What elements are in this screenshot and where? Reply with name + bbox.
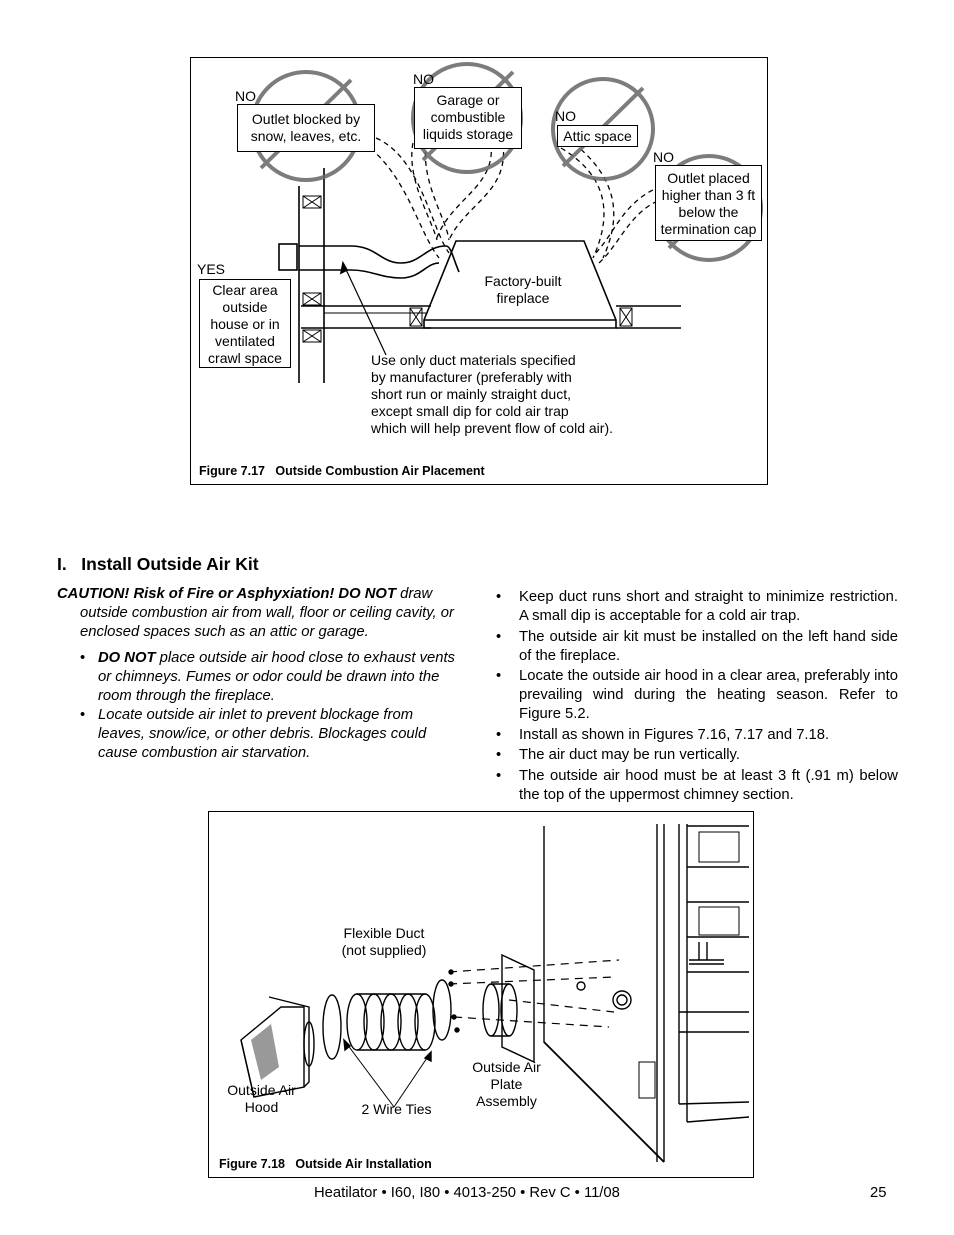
duct-note-line-2: by manufacturer (preferably with — [371, 369, 572, 385]
plate-assembly-label — [464, 1059, 549, 1110]
install-bullet-6: • The outside air hood must be at least 3 ft (.91 m) below the top of the uppermost chimney section. — [496, 767, 898, 805]
outlet-higher-line-2: higher than 3 ft — [661, 187, 756, 203]
clear-area-line-1: Clear area — [212, 282, 278, 298]
figure-7-18 — [208, 811, 754, 1178]
yes-label: YES — [197, 261, 226, 277]
clear-area-line-4: ventilated — [215, 333, 275, 349]
fireplace-line-2: fireplace — [496, 290, 550, 306]
duct-note — [371, 352, 613, 437]
figure-7-17 — [190, 57, 768, 485]
outlet-blocked-line-1: Outlet blocked by — [251, 111, 361, 127]
garage-box — [414, 87, 522, 149]
wire-ties-label: 2 Wire Ties — [361, 1101, 432, 1117]
plate-assembly-line-3: Assembly — [476, 1093, 537, 1109]
caution-bullet-1 — [80, 649, 462, 706]
outside-air-hood-line-1: Outside Air — [227, 1082, 296, 1098]
flexible-duct-label — [329, 925, 439, 959]
caution-bullet-2-text: Locate outside air inlet to prevent blockage from leaves, snow/ice, or other debris. Blockages could cause combustion air starvation. — [98, 707, 427, 761]
figure-7-18-caption: Figure 7.18 Outside Air Installation — [219, 1157, 432, 1171]
clear-area-line-5: crawl space — [208, 350, 282, 366]
flexible-duct-line-2: (not supplied) — [341, 942, 427, 958]
garage-line-2: combustible — [430, 109, 506, 125]
garage-line-1: Garage or — [436, 92, 500, 108]
no-label-4: NO — [653, 149, 674, 165]
outlet-blocked-line-2: snow, leaves, etc. — [250, 128, 362, 144]
clear-area-box — [199, 279, 291, 368]
attic-box: Attic space — [557, 125, 638, 147]
caution-bold: CAUTION! Risk of Fire or Asphyxiation! DO NOT — [57, 586, 396, 602]
install-bullets — [496, 588, 898, 806]
install-bullet-4: • Install as shown in Figures 7.16, 7.17 and 7.18. — [496, 726, 898, 745]
install-bullet-3: • Locate the outside air hood in a clear area, preferably into prevailing wind during the heating season. Refer to Figure 5.2. — [496, 667, 898, 724]
page-number: 25 — [870, 1185, 887, 1201]
install-bullet-1: • Keep duct runs short and straight to minimize restriction. A small dip is acceptable for a cold air trap. — [496, 588, 898, 626]
outside-air-hood-label — [219, 1082, 304, 1116]
caution-rest: draw outside combustion air from wall, floor or ceiling cavity, or enclosed spaces such as an attic or garage. — [80, 586, 454, 640]
plate-assembly-line-1: Outside Air — [472, 1059, 541, 1075]
figure-7-17-caption: Figure 7.17 Outside Combustion Air Placement — [199, 464, 485, 478]
caution-bullet-1-text: place outside air hood close to exhaust vents or chimneys. Fumes or odor could be drawn into the room through the fireplace. — [98, 650, 455, 704]
outlet-higher-line-3: below the — [678, 204, 739, 220]
flexible-duct-line-1: Flexible Duct — [343, 925, 425, 941]
garage-line-3: liquids storage — [422, 126, 514, 142]
caution-bullet-2 — [80, 706, 462, 763]
outlet-blocked-box — [237, 104, 375, 152]
clear-area-line-2: outside — [222, 299, 268, 315]
install-bullet-5: • The air duct may be run vertically. — [496, 746, 898, 765]
no-label-1: NO — [235, 88, 256, 104]
duct-note-line-4: except small dip for cold air trap — [371, 403, 569, 419]
no-label-2: NO — [413, 71, 434, 87]
caution-bullet-1-bold: DO NOT — [98, 650, 156, 666]
duct-note-line-3: short run or mainly straight duct, — [371, 386, 571, 402]
footer-doc-info: Heatilator • I60, I80 • 4013-250 • Rev C • 11/08 — [314, 1185, 620, 1201]
caution-paragraph — [57, 585, 462, 642]
no-label-3: NO — [555, 108, 576, 124]
outlet-higher-line-1: Outlet placed — [667, 170, 750, 186]
outside-air-hood-line-2: Hood — [244, 1099, 279, 1115]
duct-note-line-1: Use only duct materials specified — [371, 352, 576, 368]
fireplace-line-1: Factory-built — [484, 273, 562, 289]
plate-assembly-line-2: Plate — [490, 1076, 523, 1092]
outlet-higher-box — [655, 165, 762, 241]
fireplace-label — [463, 273, 583, 307]
section-title: I. Install Outside Air Kit — [57, 554, 259, 574]
outlet-higher-line-4: termination cap — [660, 221, 757, 237]
caution-bullets — [80, 649, 462, 763]
figure-7-18-drawing — [209, 812, 755, 1179]
duct-note-line-5: which will help prevent flow of cold air). — [371, 420, 613, 436]
clear-area-line-3: house or in — [210, 316, 280, 332]
install-bullet-2: • The outside air kit must be installed on the left hand side of the fireplace. — [496, 628, 898, 666]
